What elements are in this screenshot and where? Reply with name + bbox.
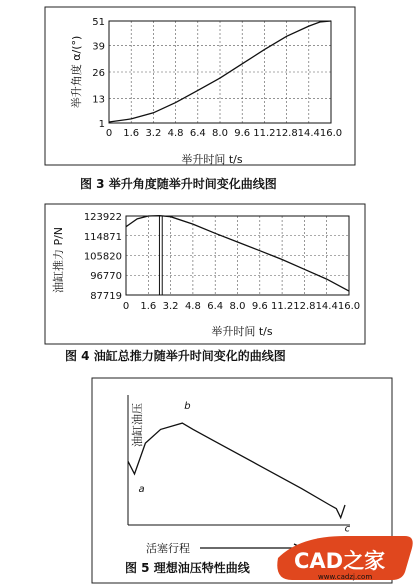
x-tick-label: 3.2 — [162, 301, 179, 312]
angle-chart-x-label: 举升时间 t/s — [181, 153, 243, 166]
figure3-caption: 图 3 举升角度随举升时间变化曲线图 — [80, 177, 277, 191]
x-tick-label: 1.6 — [123, 128, 140, 139]
thrust-chart-x-ticks — [123, 301, 360, 312]
pressure-chart-point-labels — [139, 401, 351, 535]
angle-chart — [45, 7, 355, 191]
cadzj-watermark-logo — [277, 536, 412, 581]
point-label-c: c — [344, 523, 351, 535]
y-tick-label: 96770 — [90, 271, 122, 283]
x-tick-label: 6.4 — [189, 128, 206, 139]
x-tick-label: 6.4 — [207, 301, 224, 312]
thrust-chart-vertical-markers — [159, 216, 162, 295]
x-tick-label: 16.0 — [319, 128, 343, 139]
x-tick-label: 9.6 — [234, 128, 251, 139]
y-tick-label: 26 — [92, 68, 105, 79]
angle-chart-y-ticks — [92, 17, 105, 130]
figure4-caption: 图 4 油缸总推力随举升时间变化的曲线图 — [65, 349, 286, 363]
pressure-series-line — [128, 423, 345, 518]
pressure-chart-y-label: 油缸油压 — [131, 403, 144, 447]
thrust-chart — [45, 204, 365, 363]
thrust-chart-x-label: 举升时间 t/s — [211, 325, 273, 338]
x-tick-label: 4.8 — [167, 128, 184, 139]
x-tick-label: 0 — [122, 301, 130, 312]
thrust-chart-y-label: 油缸推力 P/N — [52, 226, 65, 294]
thrust-chart-y-ticks — [84, 212, 122, 302]
x-tick-label: 12.8 — [275, 128, 298, 139]
x-tick-label: 1.6 — [140, 301, 157, 312]
angle-chart-x-ticks — [106, 128, 342, 139]
x-tick-label: 16.0 — [337, 301, 361, 312]
angle-chart-grid — [109, 21, 331, 123]
x-tick-label: 0 — [105, 128, 113, 139]
x-tick-label: 12.8 — [293, 301, 316, 312]
pressure-chart-x-label: 活塞行程 — [146, 542, 190, 555]
y-tick-label: 13 — [92, 94, 105, 106]
angle-chart-y-label: 举升角度 α/(°) — [70, 35, 83, 109]
x-tick-label: 3.2 — [145, 128, 162, 139]
x-tick-label: 14.4 — [297, 128, 320, 139]
x-tick-label: 11.2 — [270, 301, 294, 312]
x-tick-label: 8.0 — [229, 301, 246, 312]
x-tick-label: 9.6 — [251, 301, 268, 312]
x-tick-label: 14.4 — [315, 301, 338, 312]
y-tick-label: 51 — [92, 17, 105, 28]
figure5-caption: 图 5 理想油压特性曲线 — [125, 561, 250, 575]
y-tick-label: 87719 — [90, 291, 122, 302]
point-label-b: b — [184, 401, 191, 413]
x-tick-label: 8.0 — [212, 128, 228, 139]
y-tick-label: 114871 — [83, 231, 122, 243]
watermark-url-text: www.cadzj.com — [318, 573, 373, 581]
y-tick-label: 1 — [98, 119, 105, 130]
x-tick-label: 4.8 — [184, 301, 201, 312]
y-tick-label: 105820 — [83, 251, 122, 263]
y-tick-label: 123922 — [83, 212, 122, 223]
pressure-chart-axes — [128, 395, 350, 525]
y-tick-label: 39 — [92, 41, 105, 53]
watermark-brand-text: CAD之家 — [294, 549, 386, 573]
point-label-a: a — [138, 484, 145, 496]
x-tick-label: 11.2 — [253, 128, 276, 139]
